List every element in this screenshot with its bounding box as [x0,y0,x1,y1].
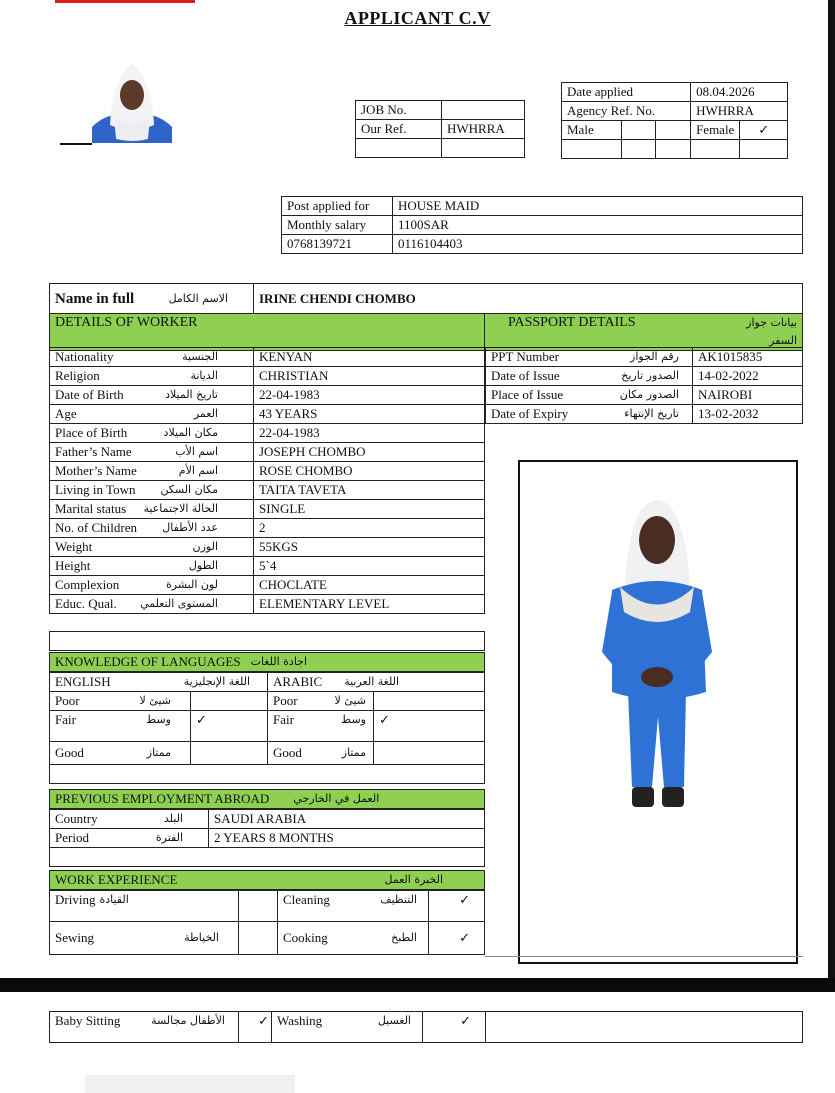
fair-en-cell [50,711,191,742]
worker-field-cell [50,519,254,538]
languages-header-cell [50,653,485,672]
passport-field-cell [486,405,693,424]
experience-continued-table [49,1011,803,1043]
worker-field-cell [50,481,254,500]
post-value: HOUSE MAID [393,197,803,216]
worker-field-label-ar: لون البشرة [166,578,218,591]
worker-field-value: 2 [254,519,485,538]
post-label: Post applied for [282,197,393,216]
salary-value: 1100SAR [393,216,803,235]
passport-field-value: AK1015835 [693,348,803,367]
empty-cell [691,140,740,159]
poor-label: Poor [55,693,80,708]
worker-field-label-ar: مكان الميلاد [163,426,218,439]
worker-field-value: KENYAN [254,348,485,367]
sewing-mark [239,922,278,955]
worker-row [50,519,485,538]
date-applied-value: 08.04.2026 [691,83,788,102]
poor-label-ar: شيئ لا [139,694,171,707]
female-check-mark: ✓ [740,121,788,140]
cleaning-mark: ✓ [429,891,485,922]
passport-field-cell [486,367,693,386]
empty-cell [356,139,442,158]
name-label-ar: الاسم الكامل [168,291,228,305]
cooking-label-ar: الطبخ [391,931,417,944]
worker-details-table [49,347,485,614]
cooking-cell [278,922,429,955]
worker-row [50,443,485,462]
applicant-full-photo [518,460,798,964]
worker-field-cell [50,348,254,367]
worker-field-cell [50,595,254,614]
country-label-ar: البلد [163,812,183,825]
worker-field-cell [50,386,254,405]
good-en-mark [191,742,268,765]
job-ref-table [355,100,525,158]
worker-field-cell [50,424,254,443]
baby-sitting-cell [50,1012,239,1043]
worker-field-label-ar: الحالة الاجتماعية [143,502,218,515]
baby-sitting-mark: ✓ [239,1012,272,1043]
worker-field-value: TAITA TAVETA [254,481,485,500]
passport-field-label-ar: الصدور تاريخ [621,369,679,382]
worker-row [50,424,485,443]
worker-field-label: Marital status [55,501,127,516]
arabic-cell [268,673,485,692]
experience-header: WORK EXPERIENCE [55,872,178,887]
languages-table [49,672,485,784]
post-table [281,196,803,254]
poor-ar-cell [268,692,374,711]
passport-header-ar: بيانات جواز السفر [746,316,797,347]
worker-field-label: Height [55,558,91,573]
experience-header-ar: الخبرة العمل [384,873,443,886]
period-label-ar: الفترة [155,831,183,844]
washing-label: Washing [277,1013,323,1028]
worker-field-cell [50,576,254,595]
application-info-table [561,82,788,159]
passport-row [486,386,803,405]
employment-header-ar: العمل في الخارجي [293,792,380,805]
fair-ar-cell [268,711,374,742]
passport-row [486,405,803,424]
arabic-label-ar: اللغة العربية [344,675,399,688]
sewing-label-ar: الخياطة [184,931,219,944]
good-ar-cell [268,742,374,765]
worker-field-label-ar: اسم الأم [178,464,218,477]
worker-row [50,367,485,386]
good-en-cell [50,742,191,765]
phone-1: 0768139721 [282,235,393,254]
worker-field-label-ar: العمر [193,407,218,420]
worker-field-value: CHRISTIAN [254,367,485,386]
sewing-cell [50,922,239,955]
job-no-value [442,101,525,120]
employment-header-table [49,789,485,809]
worker-row [50,538,485,557]
spacer-table [49,631,485,651]
our-ref-label: Our Ref. [356,120,442,139]
worker-row [50,576,485,595]
worker-field-label: Educ. Qual. [55,596,117,611]
experience-header-table [49,870,485,890]
passport-field-value: 14-02-2022 [693,367,803,386]
worker-field-label-ar: اسم الأب [175,445,218,458]
cleaning-label: Cleaning [283,892,330,907]
worker-field-label-ar: الجنسية [182,350,218,363]
passport-details-table [485,347,803,424]
name-table [49,283,803,314]
passport-field-cell [486,348,693,367]
empty-cell [656,121,691,140]
agency-ref-value: HWHRRA [691,102,788,121]
worker-field-label: Mother’s Name [55,463,137,478]
name-value: IRINE CHENDI CHOMBO [254,284,803,314]
good-label-ar: ممتاز [146,746,171,759]
languages-header: KNOWLEDGE OF LANGUAGES [55,654,241,669]
worker-field-cell [50,500,254,519]
worker-details-header: DETAILS OF WORKER [50,314,485,351]
fair-en-mark: ✓ [191,711,268,742]
passport-field-label-ar: رقم الجواز [630,350,679,363]
experience-table [49,890,485,955]
cleaning-cell [278,891,429,922]
worker-field-cell [50,367,254,386]
passport-field-cell [486,386,693,405]
good-label: Good [55,745,84,760]
worker-field-label: Complexion [55,577,120,592]
blurred-footer [85,1075,295,1093]
languages-header-table [49,652,485,672]
our-ref-value: HWHRRA [442,120,525,139]
signature-line [60,143,92,145]
empty-cell [486,1012,803,1043]
passport-field-label: Place of Issue [491,387,564,402]
salary-label: Monthly salary [282,216,393,235]
driving-cell [50,891,239,922]
worker-field-cell [50,538,254,557]
baby-sitting-label: Baby Sitting [55,1013,121,1028]
worker-field-label: Father’s Name [55,444,132,459]
washing-label-ar: الغسيل [377,1014,411,1027]
applicant-portrait-photo [92,55,172,143]
page-break-band [0,978,835,992]
passport-field-label-ar: الصدور مكان [619,388,679,401]
worker-row [50,481,485,500]
worker-field-label-ar: الديانة [190,369,218,382]
empty-cell [50,765,485,784]
worker-field-value: ROSE CHOMBO [254,462,485,481]
male-check-cell [621,121,656,140]
worker-row [50,595,485,614]
good-ar-mark [374,742,485,765]
worker-field-value: 55KGS [254,538,485,557]
worker-field-label: Place of Birth [55,425,128,440]
worker-field-label-ar: المستوى التعلمي [140,597,218,610]
passport-field-label-ar: تاريخ الإنتهاء [624,407,679,420]
english-cell [50,673,268,692]
country-label-cell [50,810,209,829]
worker-field-label: Date of Birth [55,387,124,402]
good-label: Good [273,745,302,760]
driving-mark [239,891,278,922]
page-title: APPLICANT C.V [344,8,491,28]
sewing-label: Sewing [55,930,94,945]
passport-field-label: PPT Number [491,349,560,364]
cooking-label: Cooking [283,930,328,945]
worker-field-value: SINGLE [254,500,485,519]
empty-cell [656,140,691,159]
languages-header-ar: اجادة اللغات [250,655,308,668]
fair-label-ar: وسط [146,713,171,726]
worker-row [50,348,485,367]
washing-cell [272,1012,423,1043]
passport-row [486,367,803,386]
good-label-ar: ممتاز [341,746,366,759]
page-edge [828,0,835,978]
passport-field-value: 13-02-2032 [693,405,803,424]
worker-field-label-ar: الوزن [192,540,218,553]
driving-label-ar: القيادة [99,893,129,906]
worker-field-label: No. of Children [55,520,137,535]
worker-field-cell [50,405,254,424]
fair-label-ar: وسط [341,713,366,726]
baby-sitting-label-ar: الأطفال مجالسة [151,1014,225,1027]
worker-row [50,557,485,576]
english-label: ENGLISH [55,674,111,689]
passport-field-value: NAIROBI [693,386,803,405]
worker-row [50,405,485,424]
english-label-ar: اللغة الإنجليزية [183,675,250,688]
fair-label: Fair [55,712,76,727]
fair-ar-mark: ✓ [374,711,485,742]
empty-cell [50,632,485,651]
employment-table [49,809,485,867]
worker-field-label-ar: عدد الأطفال [162,521,218,534]
poor-ar-mark [374,692,485,711]
period-value: 2 YEARS 8 MONTHS [209,829,485,848]
driving-label: Driving [55,892,96,907]
employment-header: PREVIOUS EMPLOYMENT ABROAD [55,791,270,806]
phone-2: 0116104403 [393,235,803,254]
washing-mark: ✓ [423,1012,486,1043]
agency-ref-label: Agency Ref. No. [562,102,691,121]
country-value: SAUDI ARABIA [209,810,485,829]
passport-row [486,348,803,367]
worker-field-cell [50,462,254,481]
poor-label: Poor [273,693,298,708]
name-label-cell [50,284,254,314]
worker-field-value: 22-04-1983 [254,424,485,443]
details-header-table [49,313,803,351]
country-label: Country [55,811,98,826]
worker-field-label-ar: الطول [188,559,218,572]
date-applied-label: Date applied [562,83,691,102]
worker-field-value: ELEMENTARY LEVEL [254,595,485,614]
worker-row [50,462,485,481]
passport-header: PASSPORT DETAILS [508,315,636,330]
red-header-mark [55,0,195,3]
passport-field-label: Date of Expiry [491,406,569,421]
cleaning-label-ar: التنظيف [380,893,417,906]
poor-label-ar: شيئ لا [334,694,366,707]
female-label: Female [691,121,740,140]
passport-field-label: Date of Issue [491,368,560,383]
job-no-label: JOB No. [356,101,442,120]
empty-cell [621,140,656,159]
worker-field-value: 22-04-1983 [254,386,485,405]
empty-cell [740,140,788,159]
worker-field-label-ar: تاريخ الميلاد [165,388,218,401]
worker-field-label: Weight [55,539,93,554]
worker-field-value: 43 YEARS [254,405,485,424]
worker-field-label: Living in Town [55,482,136,497]
employment-header-cell [50,790,485,809]
empty-cell [442,139,525,158]
empty-cell [562,140,622,159]
cooking-mark: ✓ [429,922,485,955]
poor-en-cell [50,692,191,711]
empty-cell [50,848,485,867]
period-label-cell [50,829,209,848]
worker-row [50,500,485,519]
worker-field-cell [50,443,254,462]
worker-field-value: 5`4 [254,557,485,576]
arabic-label: ARABIC [273,674,323,689]
worker-field-label: Religion [55,368,100,383]
worker-field-label: Age [55,406,77,421]
period-label: Period [55,830,89,845]
divider-line [485,956,803,957]
worker-field-label: Nationality [55,349,114,364]
worker-field-cell [50,557,254,576]
fair-label: Fair [273,712,294,727]
worker-field-label-ar: مكان السكن [160,483,218,496]
experience-header-cell [50,871,485,890]
worker-field-value: JOSEPH CHOMBO [254,443,485,462]
passport-header-cell [485,314,803,351]
worker-row [50,386,485,405]
male-label: Male [562,121,622,140]
poor-en-mark [191,692,268,711]
name-label: Name in full [55,290,135,307]
worker-field-value: CHOCLATE [254,576,485,595]
